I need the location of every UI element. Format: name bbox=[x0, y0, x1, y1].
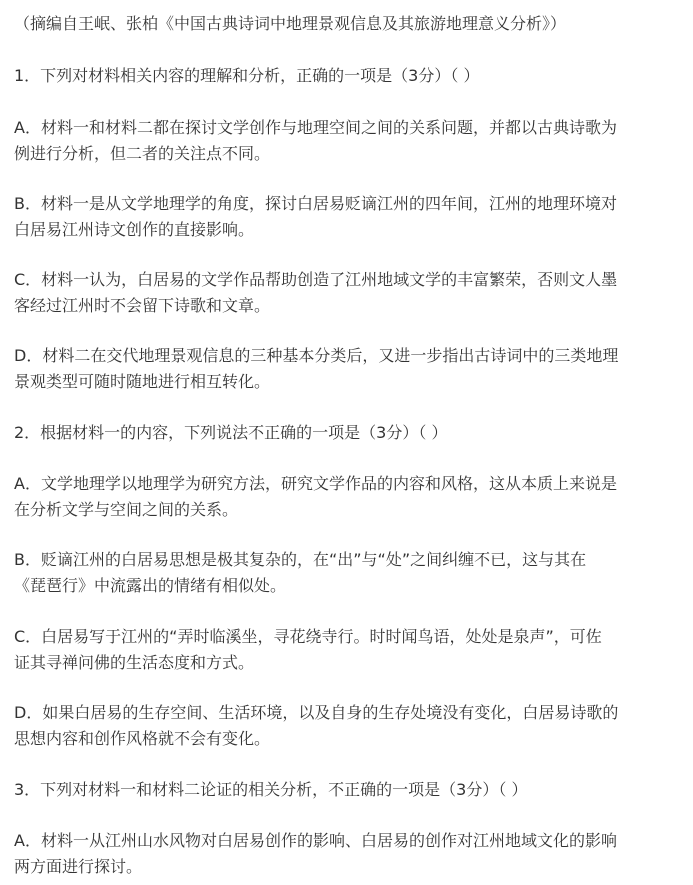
q2-option-c-line2: 证其寻禅问佛的生活态度和方式。 bbox=[14, 653, 255, 672]
q1-option-a-line2: 例进行分析，但二者的关注点不同。 bbox=[14, 144, 271, 163]
question-2-stem: 2．根据材料一的内容，下列说法不正确的一项是（3分）（ ） bbox=[14, 423, 448, 442]
source-citation: （摘编自王岷、张柏《中国古典诗词中地理景观信息及其旅游地理意义分析》） bbox=[14, 14, 567, 33]
q2-option-b-line1: B．贬谪江州的白居易思想是极其复杂的，在“出”与“处”之间纠缠不已，这与其在 bbox=[14, 550, 587, 569]
q1-option-b-line2: 白居易江州诗文创作的直接影响。 bbox=[14, 220, 255, 239]
q2-option-b-line2: 《琵琶行》中流露出的情绪有相似处。 bbox=[14, 576, 287, 595]
q2-option-d-line1: D．如果白居易的生存空间、生活环境，以及自身的生存处境没有变化，白居易诗歌的 bbox=[14, 703, 619, 722]
question-1-stem: 1．下列对材料相关内容的理解和分析，正确的一项是（3分）（ ） bbox=[14, 66, 480, 85]
q1-option-d-line1: D．材料二在交代地理景观信息的三种基本分类后，又进一步指出古诗词中的三类地理 bbox=[14, 346, 619, 365]
q3-option-a-line2: 两方面进行探讨。 bbox=[14, 857, 143, 876]
q2-option-a-line2: 在分析文学与空间之间的关系。 bbox=[14, 500, 239, 519]
q2-option-a-line1: A．文学地理学以地理学为研究方法，研究文学作品的内容和风格，这从本质上来说是 bbox=[14, 474, 617, 493]
q1-option-c-line2: 客经过江州时不会留下诗歌和文章。 bbox=[14, 296, 271, 315]
question-3-stem: 3．下列对材料一和材料二论证的相关分析，不正确的一项是（3分）（ ） bbox=[14, 780, 528, 799]
q1-option-b-line1: B．材料一是从文学地理学的角度，探讨白居易贬谪江州的四年间，江州的地理环境对 bbox=[14, 194, 617, 213]
q2-option-d-line2: 思想内容和创作风格就不会有变化。 bbox=[14, 729, 271, 748]
q1-option-c-line1: C．材料一认为，白居易的文学作品帮助创造了江州地域文学的丰富繁荣，否则文人墨 bbox=[14, 270, 618, 289]
q1-option-a-line1: A．材料一和材料二都在探讨文学创作与地理空间之间的关系问题，并都以古典诗歌为 bbox=[14, 118, 617, 137]
q1-option-d-line2: 景观类型可随时随地进行相互转化。 bbox=[14, 372, 271, 391]
q2-option-c-line1: C．白居易写于江州的“弄时临溪坐，寻花绕寺行。时时闻鸟语，处处是泉声”，可佐 bbox=[14, 627, 602, 646]
q3-option-a-line1: A．材料一从江州山水风物对白居易创作的影响、白居易的创作对江州地域文化的影响 bbox=[14, 831, 617, 850]
